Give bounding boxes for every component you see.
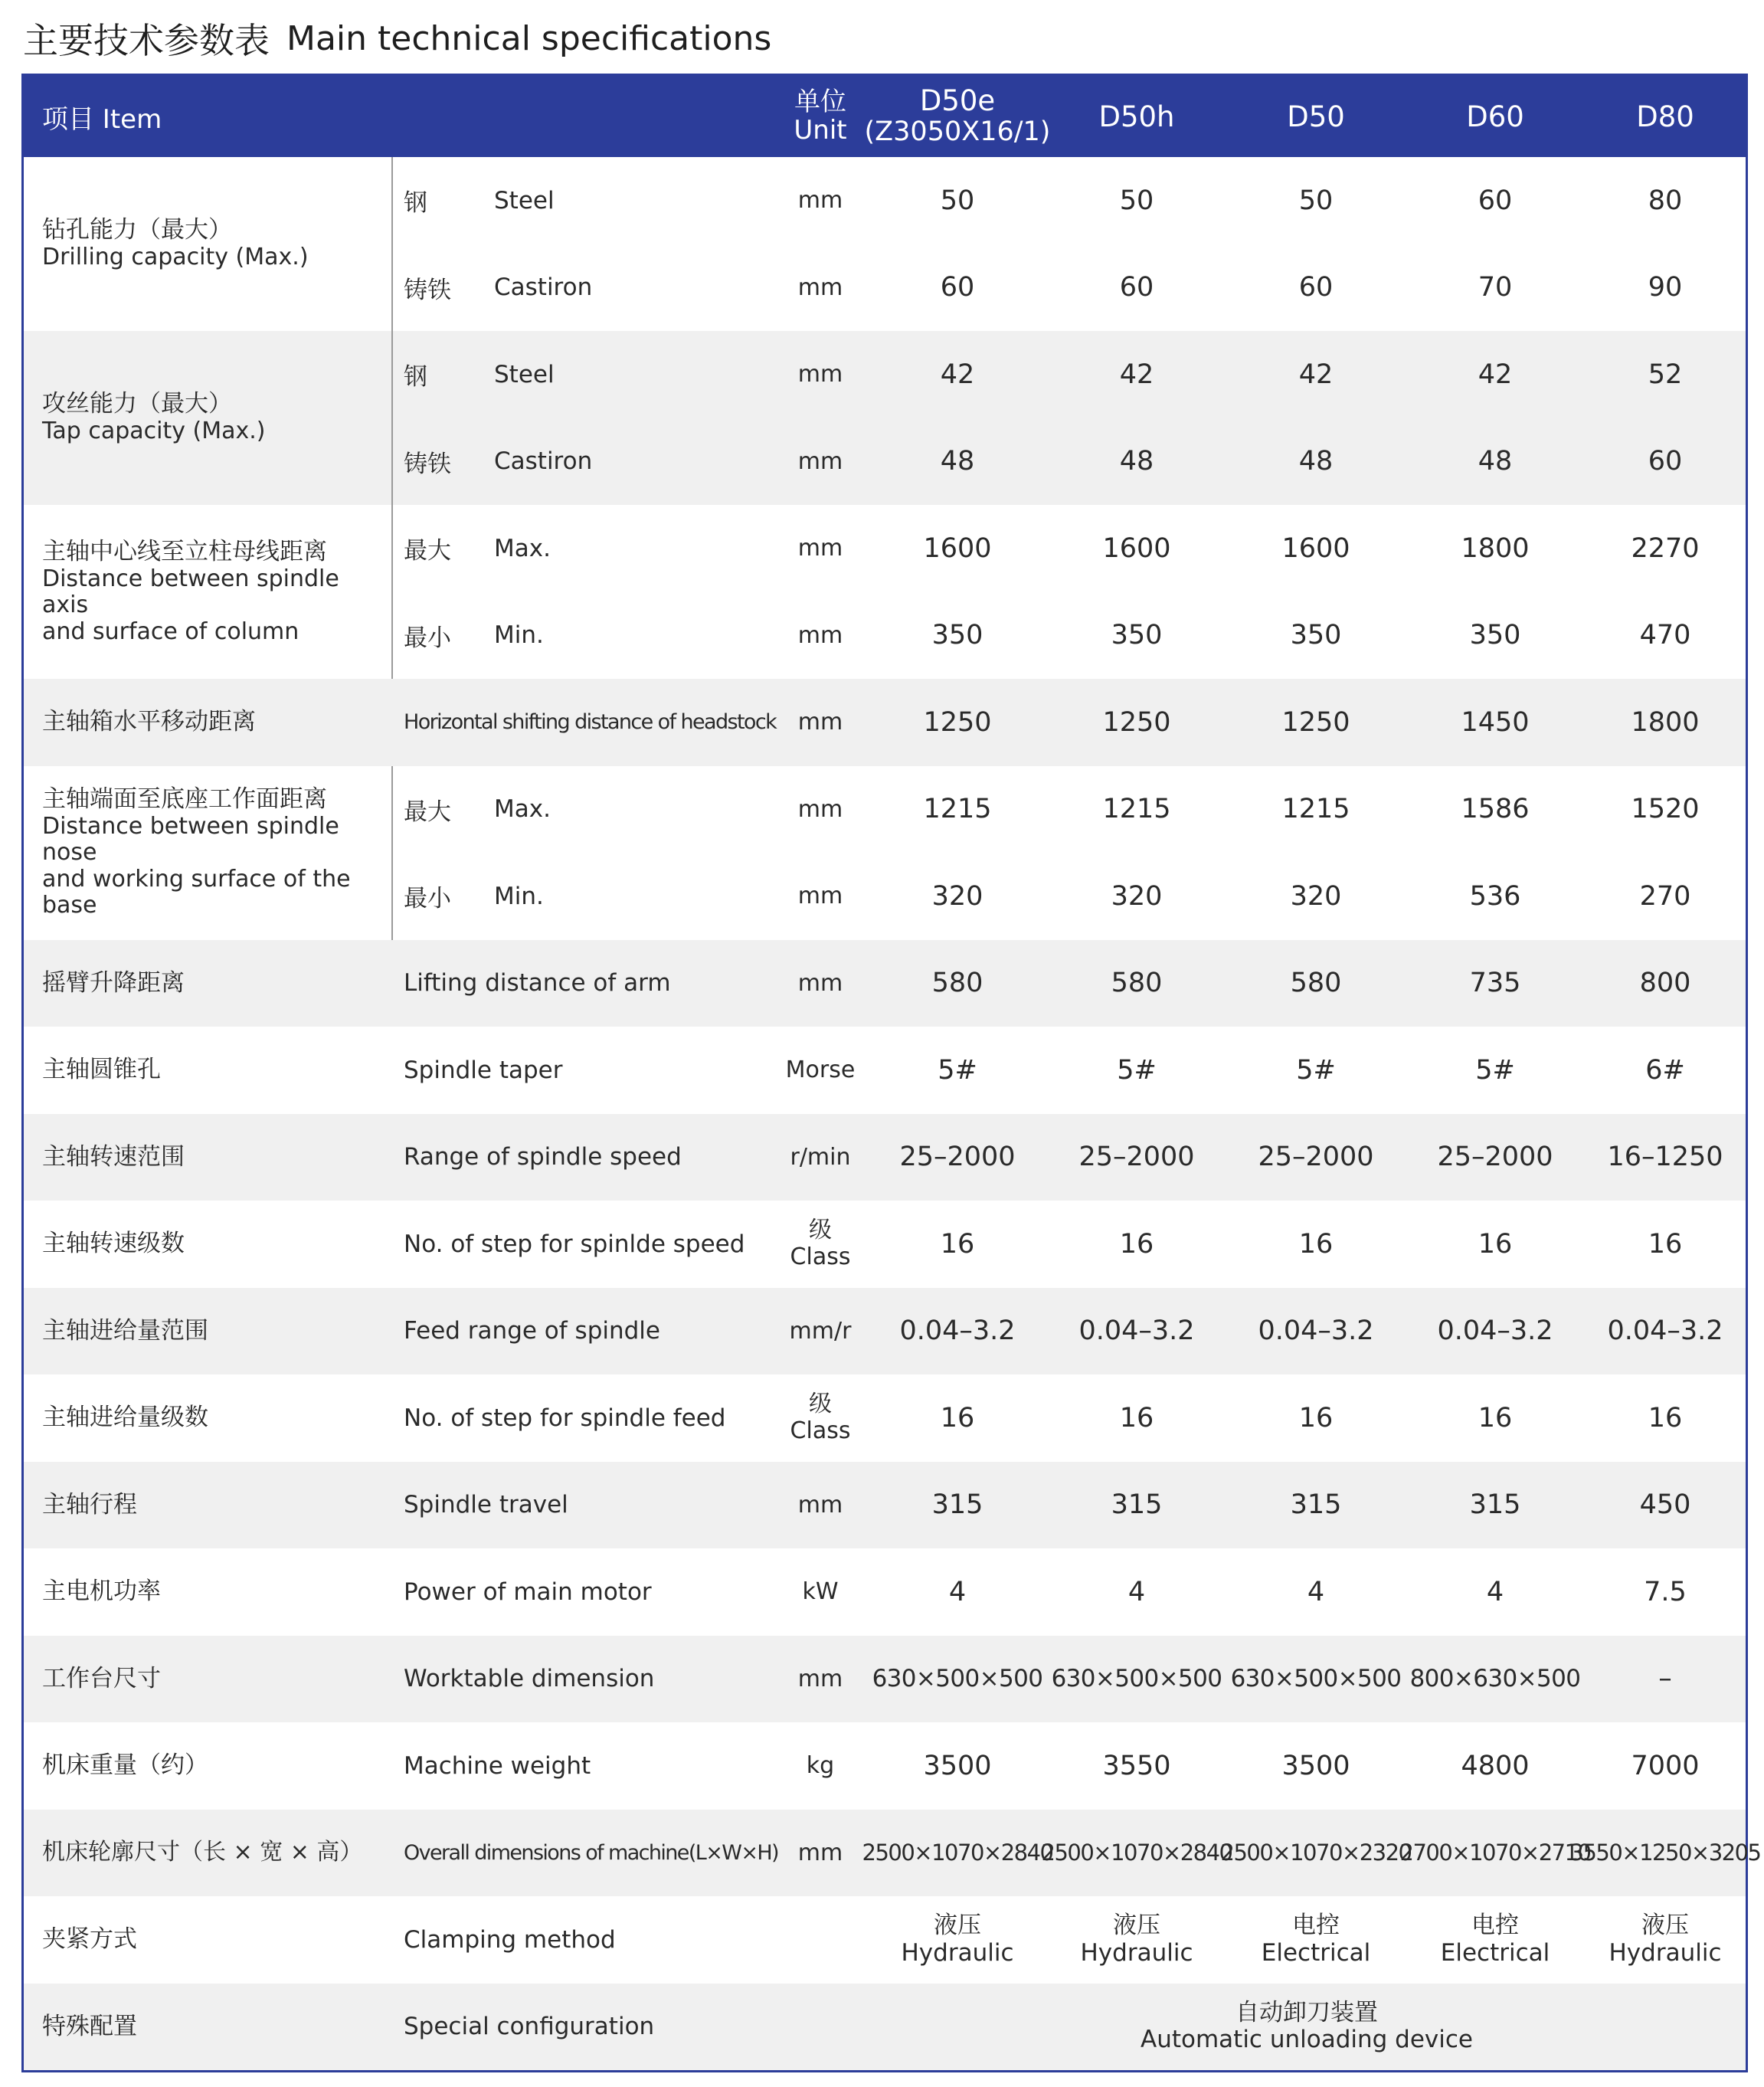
value-cell: 48 [940,446,975,477]
row-label-zh: 主轴转速级数 [42,1230,185,1258]
row-label-zh: 主轴转速范围 [42,1142,185,1171]
value-cell: 2700×1070×2710 [1399,1840,1591,1866]
value-cell: 90 [1648,272,1683,303]
table-row [24,1810,1761,1897]
value-cell: 2500×1070×2840 [1041,1840,1232,1866]
value-cell: 6# [1645,1054,1685,1086]
value-cell: 0.04–3.2 [1258,1315,1374,1347]
unit-cell: kW [802,1578,839,1606]
table-row [24,1548,1746,1636]
sub-label-zh: 最小 [404,885,451,913]
table-row [24,1722,1746,1810]
value-cell: 1250 [1102,706,1171,738]
table-row [404,505,1746,592]
value-cell: 1600 [1102,532,1171,564]
value-cell: 60 [1119,272,1154,303]
value-cell: 3500 [1281,1750,1350,1781]
header-model-d50e [864,76,1051,157]
value-cell: 16 [1298,1402,1334,1433]
group-label [42,157,387,331]
value-cell: 16 [940,1228,975,1260]
header-model-sub: (Z3050X16/1) [864,116,1051,148]
unit-cell: mm [797,1839,843,1866]
sub-label-zh: 铸铁 [404,276,451,304]
sub-label-zh: 最大 [404,798,451,826]
value-cell: 2270 [1631,532,1700,564]
unit-cell: Morse [785,1057,856,1084]
value-cell: 4 [1127,1576,1146,1607]
row-label-zh: 机床重量（约） [42,1751,208,1780]
value-cell: 16 [1648,1228,1683,1260]
value-cell: 3550 [1102,1750,1171,1781]
value-cell: 630×500×500 [1051,1665,1222,1693]
table-row [24,1462,1746,1549]
unit-cell: mm [797,883,843,910]
page-title-en: Main technical specifications [286,18,772,58]
value-cell: 315 [1469,1489,1521,1521]
value-cell: 4 [1486,1576,1504,1607]
row-label-en: Special configuration [404,2013,655,2041]
group-label-en: and working surface of the base [42,865,351,919]
value-cell: 315 [1290,1489,1342,1521]
table-row [24,1288,1746,1375]
value-cell: 315 [931,1489,983,1521]
header-model-d80: D80 [1636,100,1694,133]
value-cell: 25–2000 [1258,1142,1374,1173]
row-label-en: Horizontal shifting distance of headstock [404,710,777,735]
group-label-en: Drilling capacity (Max.) [42,244,309,271]
value-cell: 320 [1111,880,1163,912]
group-label-zh: 攻丝能力（最大） [42,390,232,418]
sub-label-zh: 铸铁 [404,450,451,478]
row-label-en: Worktable dimension [404,1665,655,1693]
table-row [24,1114,1746,1201]
value-cell: 580 [1290,968,1342,999]
page-title-zh: 主要技术参数表 [23,20,270,61]
value-cell: 0.04–3.2 [899,1315,1016,1347]
row-label-zh: 摇臂升降距离 [42,968,185,997]
unit-cell [773,1201,868,1288]
sub-label-en: Steel [494,186,555,215]
unit-zh: 级 [809,1391,832,1418]
value-cell: 16 [940,1402,975,1433]
group-label [42,505,387,679]
group-label-zh: 主轴端面至底座工作面距离 [42,785,327,814]
group-label-en: Distance between spindle axis [42,565,339,619]
header-unit-zh: 单位 [794,86,846,117]
value-cell: 630×500×500 [872,1665,1043,1693]
row-label-en: Feed range of spindle [404,1317,660,1345]
value-cell: 536 [1469,880,1521,912]
value-cell: 80 [1648,185,1683,216]
value-cell: 2500×1070×2840 [862,1840,1053,1866]
value-cell: 70 [1478,272,1513,303]
header-model-d50h: D50h [1098,100,1175,133]
unit-cell: mm [797,795,843,823]
sub-label-zh: 钢 [404,363,427,392]
group-label-en: Distance between spindle nose [42,812,339,867]
value-zh: 自动卸刀装置 [1235,1998,1378,2026]
value-cell: 60 [1648,446,1683,477]
row-label-en: Range of spindle speed [404,1143,682,1171]
row-label-zh: 夹紧方式 [42,1925,137,1954]
value-cell: 800 [1639,968,1691,999]
row-label-en: Clamping method [404,1925,616,1954]
value-cell: 16 [1119,1402,1154,1433]
value-cell: 580 [931,968,983,999]
value-cell: 60 [1478,185,1513,216]
value-cell: 350 [1469,620,1521,651]
value-cell: 50 [940,185,975,216]
table-row [404,331,1746,418]
value-cell: 25–2000 [899,1142,1016,1173]
unit-cell: mm [797,447,843,475]
unit-cell: mm [797,187,843,215]
row-label-en: Spindle travel [404,1491,568,1519]
value-cell: 350 [1290,620,1342,651]
value-cell: 1800 [1461,532,1530,564]
header-model-d60: D60 [1466,100,1524,133]
value-cell: 1250 [1281,706,1350,738]
value-cell: 0.04–3.2 [1437,1315,1553,1347]
unit-cell: mm [797,621,843,649]
table-row [24,1027,1746,1114]
value-cell [1585,1896,1746,1984]
value-cell: 470 [1639,620,1691,651]
value-cell: 3550×1250×3205 [1569,1840,1761,1866]
value-cell: 16–1250 [1607,1142,1723,1173]
value-cell: 1600 [1281,532,1350,564]
value-cell: 1586 [1461,794,1530,825]
value-cell: 60 [940,272,975,303]
row-label-zh: 主轴圆锥孔 [42,1056,161,1084]
header-model-d50: D50 [1287,100,1345,133]
spec-table [21,74,1761,2072]
value-cell: 25–2000 [1078,1142,1195,1173]
value-cell: 25–2000 [1437,1142,1553,1173]
unit-en: Class [790,1243,851,1270]
value-cell: 4 [948,1576,967,1607]
value-cell: 350 [1111,620,1163,651]
unit-zh: 级 [809,1217,832,1244]
header-item: 项目 Item [42,103,162,135]
group-label-zh: 主轴中心线至立柱母线距离 [42,537,327,565]
header-model-name: D50e [919,84,996,118]
value-cell: 1600 [923,532,992,564]
sub-label-zh: 最小 [404,624,451,652]
value-zh: 液压 [934,1912,981,1940]
value-cell: 16 [1119,1228,1154,1260]
value-cell: 630×500×500 [1230,1665,1402,1693]
sub-label-en: Min. [494,882,544,910]
value-cell: 315 [1111,1489,1163,1521]
value-cell: 5# [1117,1054,1157,1086]
row-label-zh: 主轴行程 [42,1490,137,1519]
table-row-group [24,766,1746,940]
group-label [42,331,387,505]
sub-label-en: Max. [494,534,551,562]
table-row [404,766,1746,853]
table-row [404,157,1746,244]
table-header [24,76,1746,157]
value-zh: 电控 [1471,1912,1519,1940]
unit-cell: mm [797,1665,843,1692]
header-unit [773,76,868,157]
value-en: Electrical [1261,1938,1371,1967]
value-cell: 1250 [923,706,992,738]
table-row [404,592,1746,680]
row-label-zh: 特殊配置 [42,2012,137,2040]
value-cell: 16 [1478,1402,1513,1433]
group-divider [391,766,393,940]
row-label-en: No. of step for spinlde speed [404,1230,745,1258]
unit-cell: mm [797,969,843,997]
value-cell: 800×630×500 [1409,1665,1581,1693]
unit-cell: mm [797,361,843,388]
table-row [24,679,1746,766]
table-row [24,1636,1746,1723]
value-cell: 1450 [1461,706,1530,738]
value-cell: 0.04–3.2 [1078,1315,1195,1347]
value-cell: 42 [940,359,975,390]
row-label-zh: 主轴进给量范围 [42,1316,208,1345]
sub-label-en: Max. [494,795,551,824]
unit-cell: mm/r [789,1317,852,1345]
value-cell: 270 [1639,880,1691,912]
unit-en: Class [790,1417,851,1444]
page-title [23,8,771,69]
table-row-group [24,331,1746,505]
group-label-en: Tap capacity (Max.) [42,418,266,445]
value-cell: 1215 [923,794,992,825]
value-zh: 液压 [1113,1912,1160,1940]
table-row [24,1374,1746,1462]
value-cell: 320 [931,880,983,912]
value-cell: 16 [1478,1228,1513,1260]
sub-label-en: Steel [494,360,555,388]
value-cell: 50 [1119,185,1154,216]
value-en: Hydraulic [1609,1938,1722,1967]
value-cell: 4800 [1461,1750,1530,1781]
table-row-group [24,157,1746,331]
value-cell: 7.5 [1644,1576,1687,1607]
value-en: Automatic unloading device [1141,2026,1473,2054]
sub-label-zh: 最大 [404,537,451,565]
unit-cell: kg [806,1752,835,1780]
row-label-zh: 主轴进给量级数 [42,1404,208,1432]
sub-label-en: Castiron [494,274,593,302]
table-row-group [24,505,1746,679]
value-en: Hydraulic [901,1938,1014,1967]
value-cell: 1520 [1631,794,1700,825]
group-divider [391,505,393,679]
value-en: Hydraulic [1080,1938,1193,1967]
value-cell: 42 [1119,359,1154,390]
table-row [404,244,1746,332]
table-row [24,1984,1746,2071]
value-zh: 液压 [1641,1912,1689,1940]
row-label-en: Overall dimensions of machine(L×W×H) [404,1840,778,1865]
row-label-zh: 机床轮廓尺寸（长 × 宽 × 高） [42,1839,363,1866]
value-cell: 50 [1298,185,1334,216]
value-en: Electrical [1440,1938,1550,1967]
unit-cell: mm [797,709,843,736]
value-cell: 580 [1111,968,1163,999]
value-cell: 48 [1478,446,1513,477]
unit-cell: mm [797,535,843,562]
value-cell: 4 [1307,1576,1325,1607]
unit-cell [773,1374,868,1462]
header-unit-en: Unit [794,115,847,146]
value-cell [1406,1896,1585,1984]
value-cell: 48 [1119,446,1154,477]
value-cell: 735 [1469,968,1521,999]
value-cell: 1800 [1631,706,1700,738]
table-row [404,853,1746,940]
row-label-zh: 主轴箱水平移动距离 [42,708,256,736]
group-label [42,766,387,940]
group-divider [391,157,393,331]
value-cell: 42 [1298,359,1334,390]
value-cell [1047,1896,1226,1984]
row-label-en: Power of main motor [404,1578,652,1606]
group-label-en: and surface of column [42,618,299,645]
value-cell: 42 [1478,359,1513,390]
value-cell: – [1658,1663,1672,1695]
value-cell: 350 [931,620,983,651]
value-cell: 0.04–3.2 [1607,1315,1723,1347]
sub-label-en: Min. [494,621,544,650]
sub-label-en: Castiron [494,447,593,476]
table-row [404,418,1746,506]
unit-cell: mm [797,1491,843,1519]
value-cell [868,1984,1746,2071]
value-cell: 450 [1639,1489,1691,1521]
value-cell: 5# [1475,1054,1515,1086]
value-cell: 1215 [1281,794,1350,825]
value-cell: 2500×1070×2320 [1220,1840,1412,1866]
row-label-zh: 工作台尺寸 [42,1664,161,1692]
table-row [24,940,1746,1027]
value-cell: 7000 [1631,1750,1700,1781]
value-cell: 52 [1648,359,1683,390]
value-cell [1226,1896,1406,1984]
value-cell: 5# [938,1054,977,1086]
value-cell: 1215 [1102,794,1171,825]
value-cell: 16 [1298,1228,1334,1260]
value-cell: 3500 [923,1750,992,1781]
value-cell: 16 [1648,1402,1683,1433]
row-label-en: Spindle taper [404,1056,563,1084]
sub-label-zh: 钢 [404,189,427,218]
unit-cell: mm [797,274,843,301]
unit-cell: r/min [790,1143,851,1171]
value-cell: 320 [1290,880,1342,912]
row-label-en: No. of step for spindle feed [404,1404,726,1432]
value-zh: 电控 [1292,1912,1340,1940]
value-cell: 5# [1296,1054,1336,1086]
table-row [24,1201,1746,1288]
row-label-en: Machine weight [404,1751,591,1780]
group-label-zh: 钻孔能力（最大） [42,216,232,244]
value-cell: 48 [1298,446,1334,477]
row-label-en: Lifting distance of arm [404,969,671,998]
row-label-zh: 主电机功率 [42,1578,161,1606]
group-divider [391,331,393,505]
table-row [24,1896,1746,1984]
value-cell [868,1896,1047,1984]
value-cell: 60 [1298,272,1334,303]
